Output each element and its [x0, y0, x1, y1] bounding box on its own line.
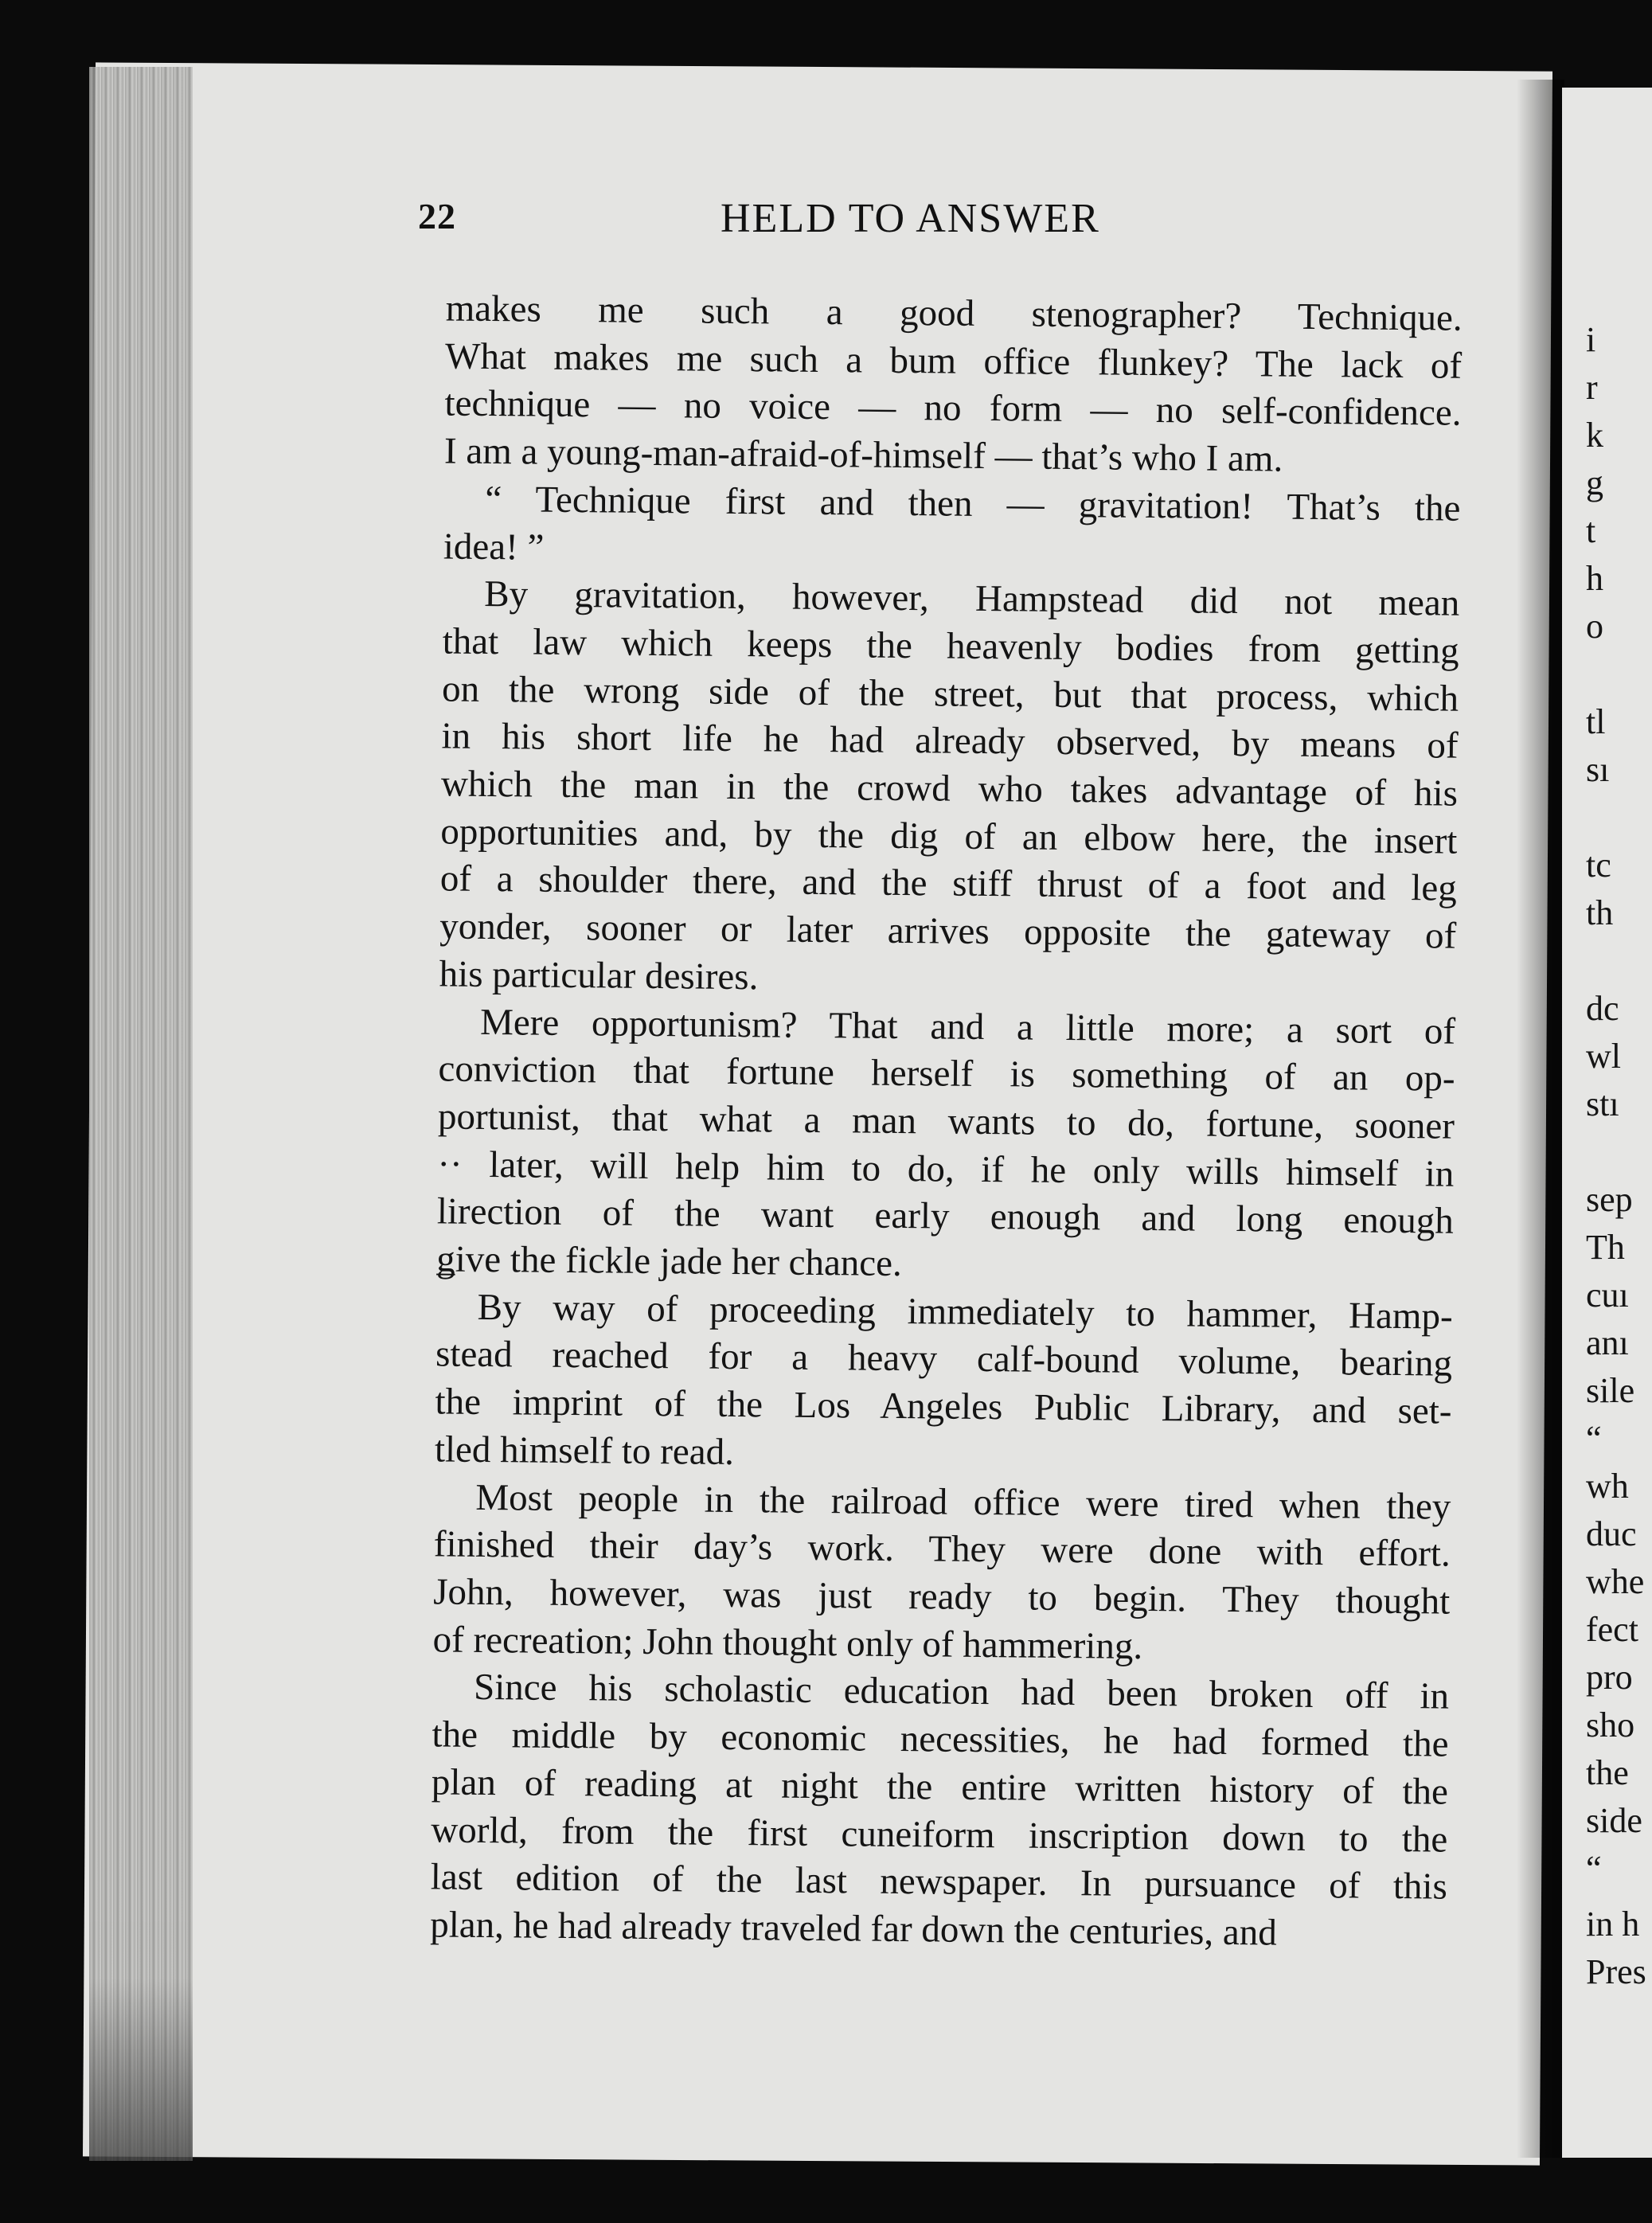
text-line: opportunities and, by the dig of an elbow here, the insert	[440, 811, 1458, 862]
next-page-fragment: i	[1586, 320, 1596, 359]
next-page-fragment: sep	[1586, 1180, 1633, 1219]
next-page-fragment: pro	[1586, 1658, 1633, 1697]
next-page-fragment: wl	[1586, 1037, 1621, 1076]
next-page-fragment: Pres	[1586, 1952, 1646, 1991]
page-header	[418, 195, 1469, 251]
next-page-fragment: sı	[1586, 750, 1610, 789]
text-line: yonder, sooner or later arrives opposite the gateway of	[439, 905, 1457, 957]
text-line: conviction that fortune herself is something of an op-	[438, 1048, 1455, 1100]
text-line: tled himself to read.	[434, 1428, 735, 1473]
text-line: What makes me such a bum office flunkey? The lack of	[444, 335, 1463, 387]
text-line: of a shoulder there, and the stiff thrust of a foot and leg	[439, 858, 1458, 910]
next-page-fragment: h	[1586, 559, 1603, 598]
text-line: technique — no voice — no form — no self-confidence.	[444, 382, 1462, 435]
running-title: HELD TO ANSWER	[721, 196, 1100, 241]
text-line: on the wrong side of the street, but that process, which	[441, 668, 1459, 720]
next-page-fragment: duc	[1586, 1514, 1637, 1553]
text-line: ·· later, will help him to do, if he only wills himself in	[437, 1143, 1455, 1195]
next-page-fragment: tl	[1586, 702, 1606, 741]
text-line: finished their day’s work. They were done with effort.	[433, 1523, 1451, 1575]
next-page-fragment: fect	[1586, 1610, 1638, 1649]
page-number: 22	[418, 196, 456, 236]
next-page-fragment: tc	[1586, 846, 1611, 885]
text-line: I am a young-man-afraid-of-himself — that’s who I am.	[443, 430, 1283, 480]
gutter-shadow	[1517, 80, 1564, 2158]
text-line: last edition of the last newspaper. In pursuance of this	[430, 1856, 1447, 1908]
paragraph	[406, 285, 1463, 486]
next-page-fragment: cuı	[1586, 1276, 1629, 1315]
text-line: of recreation; John thought only of hammering.	[432, 1619, 1143, 1667]
next-page-fragment: g	[1586, 463, 1603, 502]
text-line: the middle by economic necessities, he had formed the	[432, 1713, 1449, 1765]
text-line: makes me such a good stenographer? Technique.	[445, 287, 1463, 339]
next-page-fragment: th	[1586, 893, 1614, 932]
next-page-edge	[1562, 88, 1652, 2158]
text-line: stead reached for a heavy calf-bound volume, bearing	[435, 1333, 1453, 1385]
next-page-fragment: whe	[1586, 1562, 1645, 1601]
next-page-fragment: wh	[1586, 1467, 1629, 1506]
next-page-fragment: in h	[1586, 1905, 1640, 1944]
next-page-fragment: side	[1586, 1801, 1642, 1840]
text-line: his particular desires.	[439, 953, 759, 998]
paragraph	[392, 1663, 1449, 1959]
text-line: world, from the first cuneiform inscription down to the	[431, 1808, 1448, 1861]
next-page-fragment: anı	[1586, 1323, 1629, 1362]
text-line: John, however, was just ready to begin. They thought	[432, 1571, 1451, 1623]
next-page-fragment: sho	[1586, 1705, 1635, 1744]
text-line: that law which keeps the heavenly bodies from getting	[442, 620, 1459, 672]
next-page-fragment: sile	[1586, 1371, 1635, 1410]
text-line: By gravitation, however, Hampstead did not mean	[484, 573, 1460, 624]
next-page-fragment: r	[1586, 368, 1598, 407]
text-line: Most people in the railroad office were tired when they	[475, 1476, 1451, 1528]
paragraph	[400, 570, 1459, 1008]
text-line: ǥive the fickle jade her chance.	[436, 1238, 903, 1285]
next-page-fragment: “	[1586, 1849, 1602, 1888]
paragraph	[405, 475, 1461, 580]
body-text	[392, 285, 1463, 1959]
text-line: portunist, that what a man wants to do, fortune, sooner	[437, 1096, 1455, 1147]
next-page-fragment: the	[1586, 1753, 1629, 1792]
text-line: lirection of the want early enough and long enough	[436, 1190, 1455, 1243]
text-line: “ Technique first and then — gravitation! That’s the	[485, 478, 1461, 529]
next-page-fragment: “	[1586, 1419, 1602, 1458]
paragraph	[394, 1474, 1451, 1674]
next-page-fragment: Th	[1586, 1228, 1625, 1267]
text-line: Mere opportunism? That and a little more; a sort of	[479, 1001, 1456, 1053]
next-page-fragment: o	[1586, 607, 1603, 646]
paragraph	[396, 1283, 1453, 1484]
paragraph	[398, 998, 1455, 1294]
text-line: which the man in the crowd who takes advantage of his	[440, 763, 1459, 815]
text-line: plan of reading at night the entire written history of the	[431, 1761, 1449, 1813]
text-line: the imprint of the Los Angeles Public Library, and set-	[435, 1381, 1452, 1432]
page-edge-strip	[89, 67, 193, 2161]
next-page-fragment: stı	[1586, 1084, 1619, 1123]
text-line: plan, he had already traveled far down the centuries, and	[429, 1904, 1277, 1954]
next-page-fragment: k	[1586, 416, 1603, 455]
text-line: By way of proceeding immediately to hammer, Hamp-	[477, 1286, 1453, 1338]
text-line: Since his scholastic education had been broken off in	[473, 1666, 1450, 1718]
text-line: in his short life he had already observed, by means of	[441, 715, 1459, 768]
text-line: idea! ”	[443, 525, 545, 568]
next-page-fragment: t	[1586, 511, 1596, 550]
next-page-fragment: dc	[1586, 989, 1619, 1028]
